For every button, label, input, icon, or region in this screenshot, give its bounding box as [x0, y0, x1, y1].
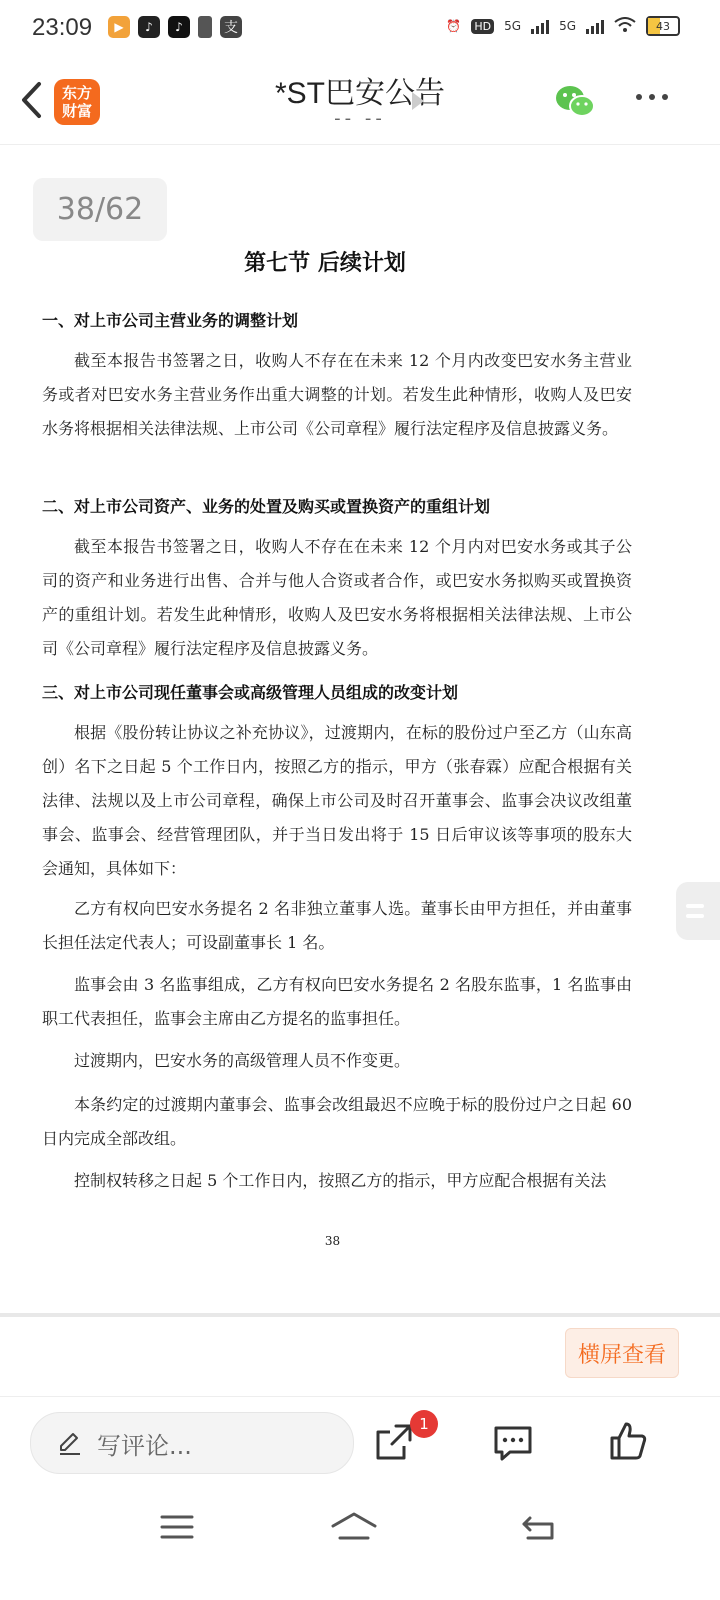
page-counter: 38/62	[33, 178, 167, 241]
share-icon[interactable]	[374, 1422, 414, 1462]
signal-icon-2	[586, 18, 604, 34]
network-label-2: 5G	[559, 19, 576, 33]
thumbs-up-icon[interactable]	[608, 1420, 648, 1462]
tiktok-icon: ♪	[138, 16, 160, 38]
eastmoney-logo: 东方 财富	[54, 79, 100, 125]
app-header	[0, 58, 720, 145]
divider	[0, 1313, 720, 1317]
recent-apps-icon[interactable]	[160, 1514, 194, 1540]
comment-icon[interactable]	[492, 1424, 534, 1462]
comment-input[interactable]	[30, 1412, 354, 1474]
network-label-1: 5G	[504, 19, 522, 33]
more-options-button[interactable]	[636, 94, 668, 100]
home-icon[interactable]	[330, 1510, 378, 1542]
share-badge: 1	[410, 1410, 438, 1438]
alipay-icon: 支	[220, 16, 242, 38]
page-subtitle: -- --	[334, 108, 386, 129]
status-time: 23:09	[32, 14, 93, 41]
side-drawer-handle[interactable]	[676, 882, 720, 940]
paragraph: 过渡期内，巴安水务的高级管理人员不作变更。	[74, 1051, 411, 1070]
paragraph: 监事会由 3 名监事组成，乙方有权向巴安水务提名 2 名股东监事，1 名监事由职工代表担任，监事会主席由乙方提名的监事担任。	[42, 975, 632, 1028]
battery-icon: 43	[646, 16, 680, 36]
app-notification-icon: ▶	[108, 16, 130, 38]
hd-icon: HD	[471, 19, 494, 34]
wifi-icon	[614, 17, 636, 36]
signal-icon	[531, 18, 549, 34]
section-title-1: 一、对上市公司主营业务的调整计划	[42, 311, 299, 330]
landscape-view-button[interactable]: 横屏查看	[565, 1328, 679, 1378]
paragraph: 控制权转移之日起 5 个工作日内，按照乙方的指示，甲方应配合根据有关法	[74, 1171, 607, 1190]
wechat-share-icon[interactable]	[554, 84, 596, 120]
status-bar	[0, 0, 720, 58]
alarm-icon: ⏰	[446, 19, 462, 33]
status-indicators	[446, 16, 680, 36]
back-nav-icon[interactable]	[520, 1512, 556, 1542]
paragraph: 乙方有权向巴安水务提名 2 名非独立董事人选。董事长由甲方担任，并由董事长担任法定代表人；可设副董事长 1 名。	[42, 899, 632, 952]
section-title-3: 三、对上市公司现任董事会或高级管理人员组成的改变计划	[42, 683, 459, 702]
paragraph: 截至本报告书签署之日，收购人不存在在未来 12 个月内对巴安水务或其子公司的资产和业务进行出售、合并与他人合资或者合作，或巴安水务拟购买或置换资产的重组计划。若发生此种情形，收购人及巴安水务将根据相关法律法规、上市公司《公司章程》履行法定程序及信息披露义务。	[42, 537, 632, 658]
play-triangle-icon[interactable]	[412, 92, 424, 110]
section-heading: 第七节 后续计划	[244, 250, 406, 276]
tiktok-lite-icon: ♪	[168, 16, 190, 38]
paragraph: 根据《股份转让协议之补充协议》，过渡期内，在标的股份过户至乙方（山东高创）名下之日起 5 个工作日内，按照乙方的指示，甲方（张春霖）应配合根据有关法律、法规以及上市公司章程，确保上市公司及时召开董事会、监事会决议改组董事会、监事会、经营管理团队，并于当日发出将于 15 日后审议该等事项的股东大会通知，具体如下：	[42, 723, 632, 878]
page-number: 38	[324, 1234, 341, 1248]
section-title-2: 二、对上市公司资产、业务的处置及购买或置换资产的重组计划	[42, 497, 491, 516]
comment-placeholder: 写评论...	[97, 1431, 192, 1460]
paragraph: 截至本报告书签署之日，收购人不存在在未来 12 个月内改变巴安水务主营业务或者对巴安水务主营业务作出重大调整的计划。若发生此种情形，收购人及巴安水务将根据相关法律法规、上市公司《公司章程》履行法定程序及信息披露义务。	[42, 351, 632, 438]
battery-saver-icon	[198, 16, 212, 38]
system-navigation-bar	[0, 1500, 720, 1600]
paragraph: 本条约定的过渡期内董事会、监事会改组最迟不应晚于标的股份过户之日起 60 日内完成全部改组。	[42, 1095, 632, 1148]
notification-icons	[108, 16, 242, 38]
pencil-icon	[57, 1430, 83, 1456]
page-title: *ST巴安公告	[274, 77, 445, 110]
divider	[0, 1396, 720, 1397]
